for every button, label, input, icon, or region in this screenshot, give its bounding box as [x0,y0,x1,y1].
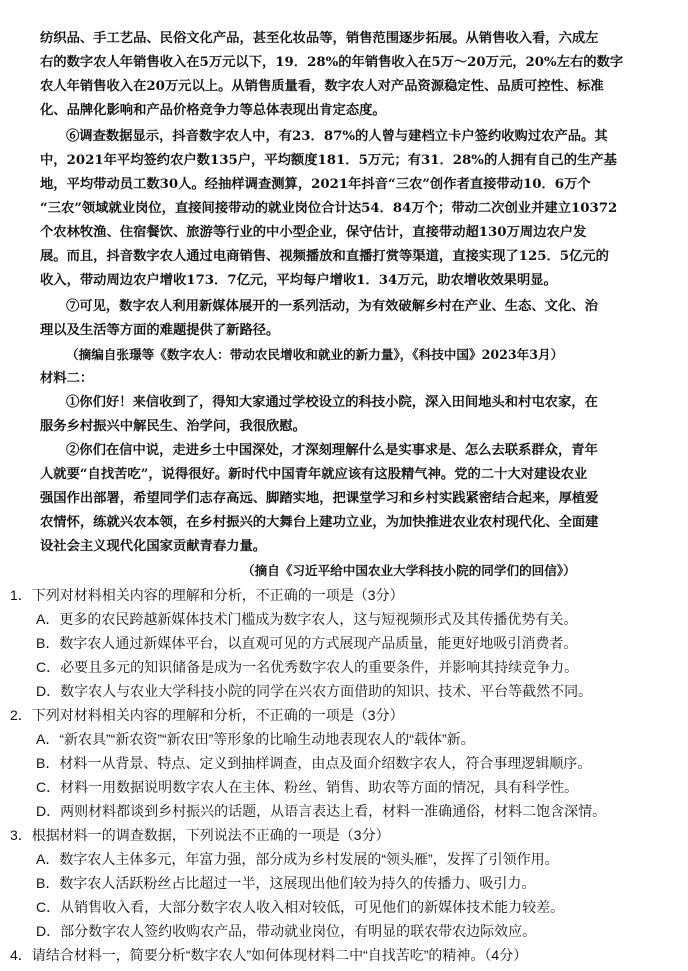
question-option: A．更多的农民跨越新媒体技术门槛成为数字农人，这与短视频形式及其传播优势有关。 [36,611,578,627]
passage-line: ⑦可见，数字农人利用新媒体展开的一系列活动，为有效破解乡村在产业、生态、文化、治 [66,299,598,314]
passage-line: 展。而且，抖音数字农人通过电商销售、视频播放和直播打赏等渠道，直接实现了125．5亿元的 [40,249,609,264]
source-citation: （摘编自张璟等《数字农人：带动农民增收和就业的新力量》，《科技中国》2023年3月） [66,347,564,362]
question-option: B．数字农人活跃粉丝占比超过一半，这展现出他们较为持久的传播力、吸引力。 [36,875,536,891]
question-stem: 1．下列对材料相关内容的理解和分析，不正确的一项是（3分） [10,587,404,603]
question-stem: 4．请结合材料一，简要分析“数字农人”如何体现材料二中“自找苦吃”的精神。（4分） [10,947,528,963]
passage-line: ⑥调查数据显示，抖音数字农人中，有23．87%的人曾与建档立卡户签约收购过农产品。其 [66,129,608,144]
passage-line: 地，平均带动员工数30人。经抽样调查测算，2021年抖音“三农”创作者直接带动10．6万个 [40,177,591,192]
passage-line: ②你们在信中说，走进乡土中国深处，才深刻理解什么是实事求是、怎么去联系群众，青年 [66,443,598,458]
passage-line: 纺织品、手工艺品、民俗文化产品，甚至化妆品等，销售范围逐步拓展。从销售收入看，六成左 [40,31,599,46]
question-option: D．部分数字农人签约收购农产品，带动就业岗位，有明显的联农带农边际效应。 [36,923,537,939]
passage-line: 中，2021年平均签约农户数135户，平均额度181．5万元；有31．28%的人拥有自己的生产基 [40,153,617,168]
question-option: A．数字农人主体多元，年富力强，部分成为乡村发展的“领头雁”，发挥了引领作用。 [36,851,559,867]
question-option: C．材料一用数据说明数字农人在主体、粉丝、销售、助农等方面的情况，具有科学性。 [36,779,579,795]
passage-line: “三农”领域就业岗位，直接间接带动的就业岗位合计达54．84万个；带动二次创业并建立10372 [40,201,618,216]
question-stem: 2．下列对材料相关内容的理解和分析，不正确的一项是（3分） [10,707,404,723]
passage-line: 服务乡村振兴中解民生、治学问，我很欣慰。 [40,419,306,434]
passage-line: 化、品牌化影响和产品价格竞争力等总体表现出肯定态度。 [40,103,386,118]
passage-line: 右的数字农人年销售收入在5万元以下，19．28%的年销售收入在5万～20万元，20%左右的数字 [40,55,624,70]
question-option: D．数字农人与农业大学科技小院的同学在兴农方面借助的知识、技术、平台等截然不同。 [36,683,593,699]
material-title: 材料二： [40,371,94,386]
passage-line: ①你们好！来信收到了，得知大家通过学校设立的科技小院，深入田间地头和村屯农家，在 [66,395,598,410]
question-option: B．数字农人通过新媒体平台，以直观可见的方式展现产品质量，能更好地吸引消费者。 [36,635,578,651]
question-stem: 3．根据材料一的调查数据，下列说法不正确的一项是（3分） [10,827,390,843]
source-citation: （摘自《习近平给中国农业大学科技小院的同学们的回信》） [242,563,576,578]
passage-line: 强国作出部署，希望同学们志存高远、脚踏实地，把课堂学习和乡村实践紧密结合起来，厚植爱 [40,491,599,506]
question-option: A．“新农具”“新农资”“新农田”等形象的比喻生动地表现农人的“载体”新。 [36,731,475,747]
passage-line: 设社会主义现代化国家贡献青春力量。 [40,539,267,554]
passage-line: 农人年销售收入在20万元以上。从销售质量看，数字农人对产品资源稳定性、品质可控性、标准 [40,79,604,94]
passage-line: 个农林牧渔、住宿餐饮、旅游等行业的中小型企业，保守估计，直接带动超130万周边农户发 [40,225,587,240]
passage-line: 人就要“自找苦吃”，说得很好。新时代中国青年就应该有这股精气神。党的二十大对建设农业 [40,467,588,482]
passage-line: 农情怀，练就兴农本领，在乡村振兴的大舞台上建功立业，为加快推进农业农村现代化、全面建 [40,515,599,530]
question-option: C．必要且多元的知识储备是成为一名优秀数字农人的重要条件，并影响其持续竞争力。 [36,659,579,675]
question-option: C．从销售收入看，大部分数字农人收入相对较低，可见他们的新媒体技术能力较差。 [36,899,565,915]
question-option: D．两则材料都谈到乡村振兴的话题，从语言表达上看，材料一准确通俗，材料二饱含深情。 [36,803,607,819]
passage-line: 收入，带动周边农户增收173．7亿元，平均每户增收1．34万元，助农增收效果明显。 [40,273,557,288]
question-option: B．材料一从背景、特点、定义到抽样调查，由点及面介绍数字农人，符合事理逻辑顺序。 [36,755,592,771]
passage-line: 理以及生活等方面的难题提供了新路径。 [40,323,280,338]
